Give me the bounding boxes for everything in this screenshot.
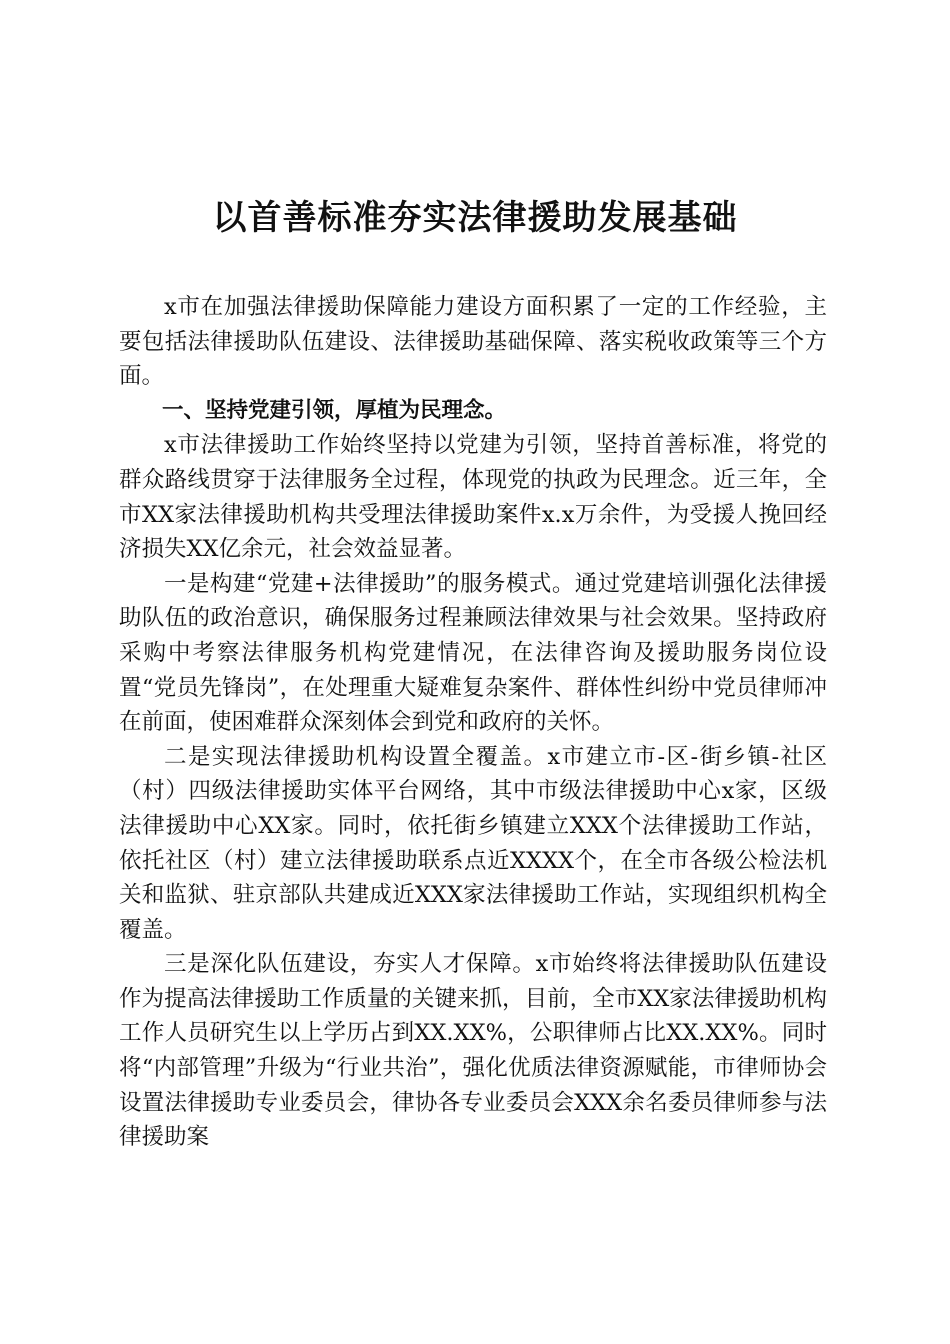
document-body (119, 290, 827, 1155)
body-paragraph: 一是构建“党建+法律援助”的服务模式。通过党建培训强化法律援助队伍的政治意识，确保服务过程兼顾法律效果与社会效果。坚持政府采购中考察法律服务机构党建情况，在法律咨询及援助服务岗位设置“党员先锋岗”，在处理重大疑难复杂案件、群体性纠纷中党员律师冲在前面，使困难群众深刻体会到党和政府的关怀。 (119, 570, 827, 736)
document-title: 以首善标准夯实法律援助发展基础 (212, 198, 738, 238)
body-paragraph: x市法律援助工作始终坚持以党建为引领，坚持首善标准，将党的群众路线贯穿于法律服务全过程，体现党的执政为民理念。近三年，全市XX家法律援助机构共受理法律援助案件x.x万余件，为受援人挽回经济损失XX亿余元，社会效益显著。 (119, 432, 827, 563)
body-paragraph: 三是深化队伍建设，夯实人才保障。x市始终将法律援助队伍建设作为提高法律援助工作质量的关键来抓，目前，全市XX家法律援助机构工作人员研究生以上学历占到XX.XX%，公职律师占比XX.XX%。同时将“内部管理”升级为“行业共治”，强化优质法律资源赋能，市律师协会设置法律援助专业委员会，律协各专业委员会XXX余名委员律师参与法律援助案 (119, 951, 827, 1151)
section-heading: 一、坚持党建引领，厚植为民理念。 (162, 397, 507, 423)
body-paragraph: 二是实现法律援助机构设置全覆盖。x市建立市-区-街乡镇-社区（村）四级法律援助实体平台网络，其中市级法律援助中心x家，区级法律援助中心XX家。同时，依托街乡镇建立XXX个法律援助工作站，依托社区（村）建立法律援助联系点近XXXX个，在全市各级公检法机关和监狱、驻京部队共建成近XXX家法律援助工作站，实现组织机构全覆盖。 (119, 743, 827, 943)
intro-paragraph: x市在加强法律援助保障能力建设方面积累了一定的工作经验，主要包括法律援助队伍建设、法律援助基础保障、落实税收政策等三个方面。 (119, 294, 827, 390)
